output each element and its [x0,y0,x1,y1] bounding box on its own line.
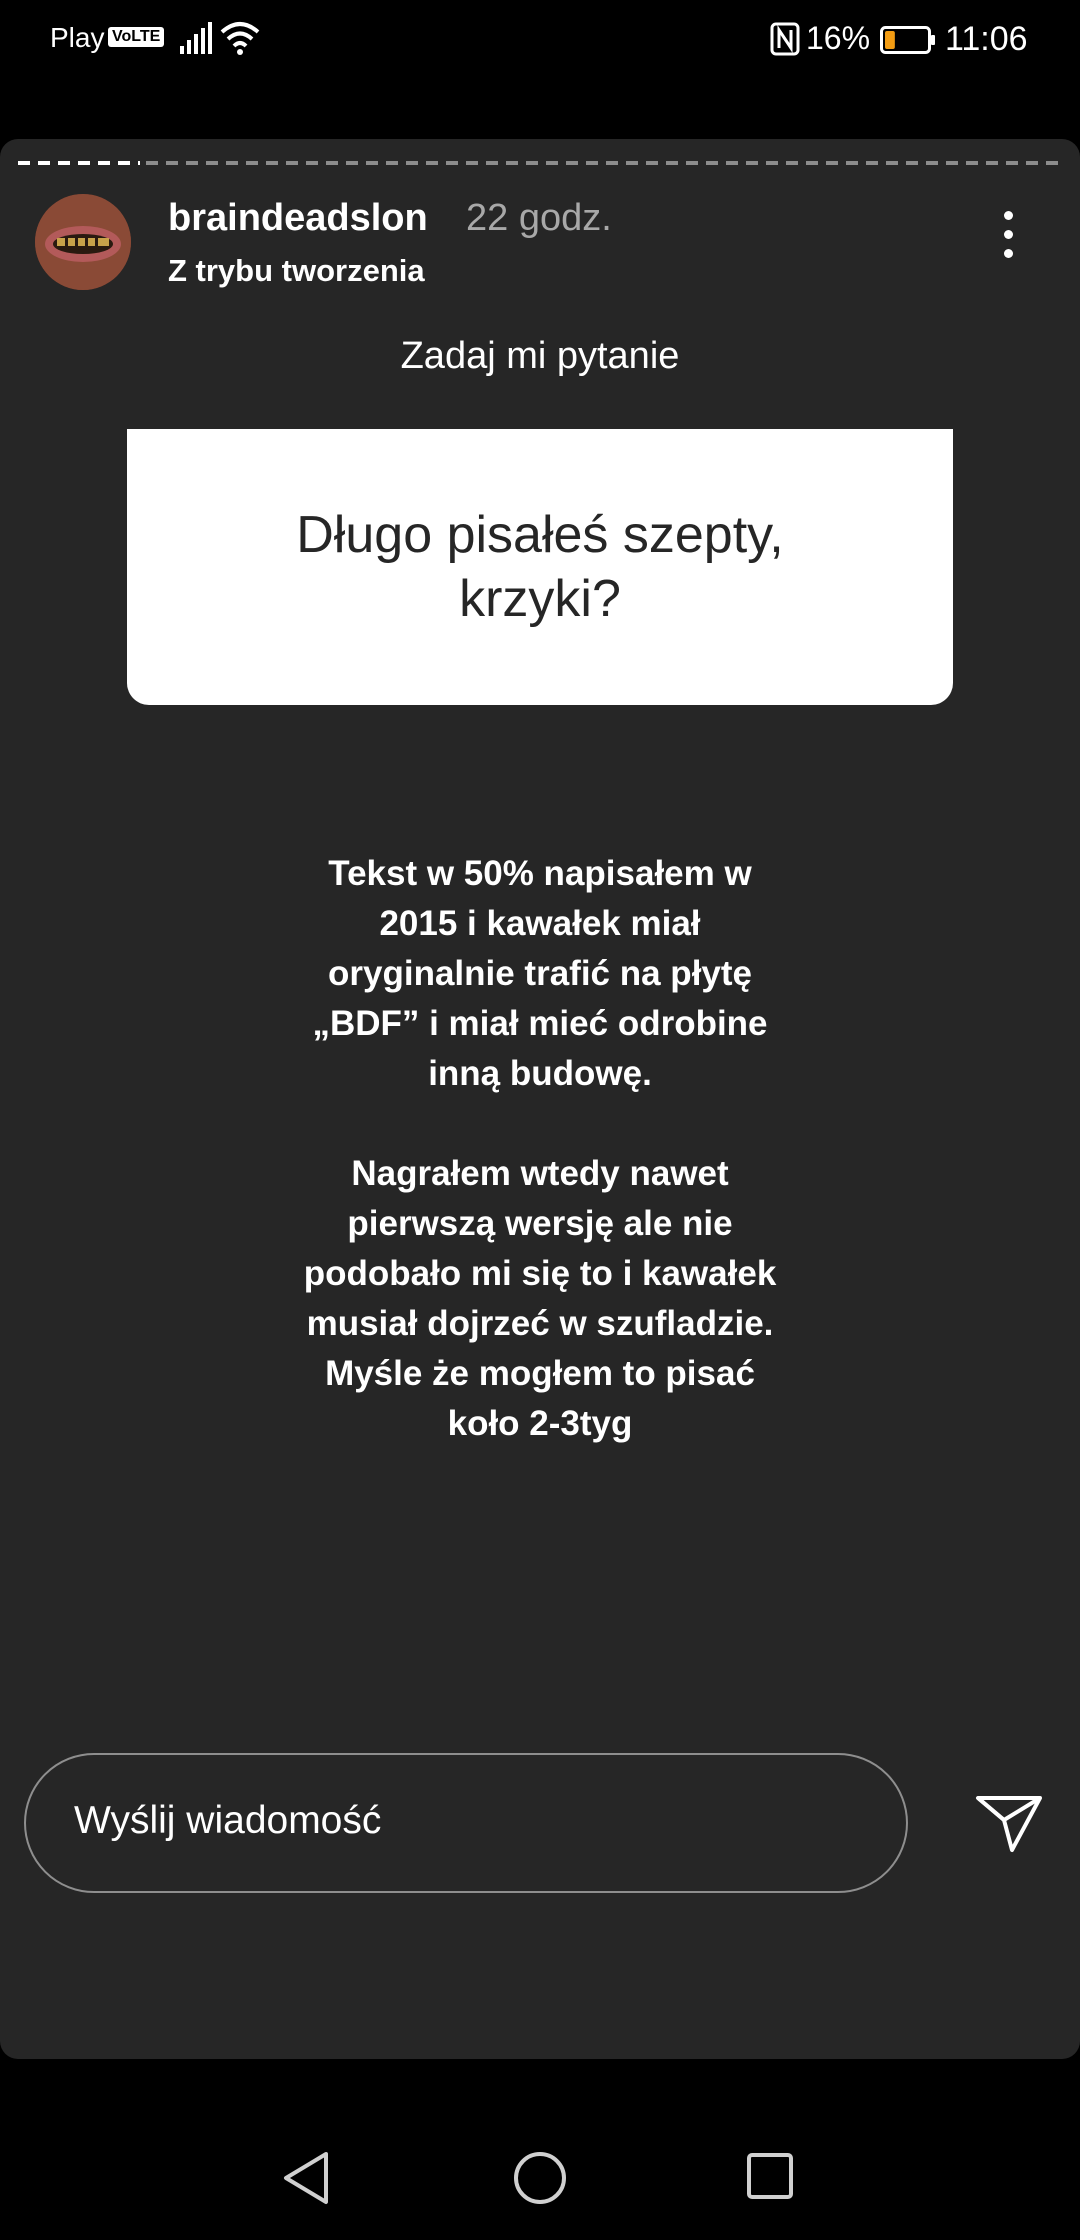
nav-recent-icon[interactable] [746,2152,794,2200]
progress-segment-current [18,161,140,165]
post-time: 22 godz. [466,197,612,239]
status-bar [0,0,1080,80]
nfc-icon [770,22,800,56]
clock: 11:06 [945,20,1028,58]
question-sticker [127,429,953,705]
wifi-icon [220,20,260,58]
username[interactable]: braindeadslon [168,197,428,239]
progress-segment-next [146,161,1062,165]
send-icon[interactable] [974,1794,1044,1854]
avatar-image [35,194,131,290]
question-text: Długo pisałeś szepty, krzyki? [296,506,784,628]
signal-icon [178,22,212,56]
volte-badge: VoLTE [108,27,164,47]
avatar[interactable] [35,194,131,290]
battery-percent: 16% [806,20,871,56]
nav-back-icon[interactable] [280,2150,332,2206]
carrier-label: Play [50,22,105,53]
message-placeholder: Wyślij wiadomość [74,1799,382,1842]
answer-paragraph: Tekst w 50% napisałem w 2015 i kawałek miał oryginalnie trafić na płytę „BDF” i miał mieć odrobine inną budowę. [312,854,768,1093]
question-sticker-header: Zadaj mi pytanie [400,335,680,377]
story-progress [18,161,1062,165]
system-nav-bar [0,2100,1080,2240]
more-options-icon[interactable] [988,211,1028,267]
answer-text [300,849,780,1499]
battery-icon [880,26,936,54]
message-input[interactable] [24,1753,908,1893]
answer-paragraph: Nagrałem wtedy nawet pierwszą wersję ale nie podobało mi się to i kawałek musiał dojrzeć w szufladzie. Myśle że mogłem to pisać koło 2-3tyg [303,1154,777,1443]
story-source-label: Z trybu tworzenia [168,253,425,288]
nav-home-icon[interactable] [512,2150,568,2206]
